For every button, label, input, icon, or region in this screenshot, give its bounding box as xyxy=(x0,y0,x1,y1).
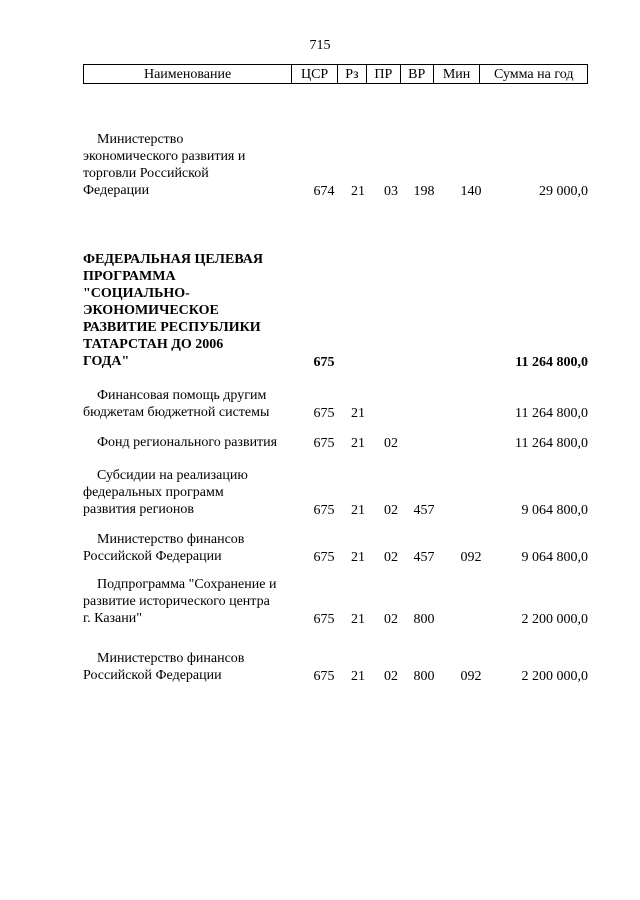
row-csr: 675 xyxy=(313,669,335,684)
row-sum: 11 264 800,0 xyxy=(515,355,588,370)
row-rz: 21 xyxy=(351,612,365,627)
row-sum: 9 064 800,0 xyxy=(521,503,588,518)
row-name: Министерство финансов Российской Федерации xyxy=(83,532,245,564)
row-rz: 21 xyxy=(351,503,365,518)
header-pr: ПР xyxy=(367,65,401,83)
row-vr: 800 xyxy=(413,612,435,627)
row-sum: 11 264 800,0 xyxy=(515,406,588,421)
row-csr: 675 xyxy=(313,355,335,370)
row-vr: 198 xyxy=(413,184,435,199)
table-row xyxy=(83,434,588,452)
table-header xyxy=(83,64,588,84)
row-name: Министерство финансов Российской Федерации xyxy=(83,651,245,683)
table-row xyxy=(83,650,588,685)
row-rz: 21 xyxy=(351,550,365,565)
row-pr: 02 xyxy=(384,612,398,627)
page-number: 715 xyxy=(309,38,331,53)
row-sum: 2 200 000,0 xyxy=(521,669,588,684)
row-sum: 11 264 800,0 xyxy=(515,436,588,451)
table-row xyxy=(83,467,588,519)
row-name: Финансовая помощь другим бюджетам бюджетной системы xyxy=(83,388,270,420)
row-csr: 675 xyxy=(313,406,335,421)
header-sum: Сумма на год xyxy=(493,67,574,82)
row-sum: 2 200 000,0 xyxy=(521,612,588,627)
header-vr: ВР xyxy=(401,65,434,83)
row-rz: 21 xyxy=(351,406,365,421)
row-rz: 21 xyxy=(351,669,365,684)
header-csr: ЦСР xyxy=(292,65,338,83)
row-sum: 29 000,0 xyxy=(539,184,588,199)
row-rz: 21 xyxy=(351,184,365,199)
row-min: 140 xyxy=(460,184,482,199)
row-csr: 675 xyxy=(313,612,335,627)
row-pr: 02 xyxy=(384,436,398,451)
header-min: Мин xyxy=(434,65,481,83)
header-rz: Рз xyxy=(338,65,367,83)
row-name: ФЕДЕРАЛЬНАЯ ЦЕЛЕВАЯ ПРОГРАММА "СОЦИАЛЬНО- ЭКОНОМИЧЕСКОЕ РАЗВИТИЕ РЕСПУБЛИКИ ТАТАРСТАН ДО 2006 ГОДА" xyxy=(83,252,263,369)
table-row xyxy=(83,531,588,566)
row-name: Министерство экономического развития и торговли Российской Федерации xyxy=(83,132,246,198)
table-row xyxy=(83,251,588,371)
row-vr: 800 xyxy=(413,669,435,684)
row-csr: 674 xyxy=(313,184,335,199)
row-sum: 9 064 800,0 xyxy=(521,550,588,565)
row-pr: 03 xyxy=(384,184,398,199)
row-vr: 457 xyxy=(413,550,435,565)
row-min: 092 xyxy=(460,669,482,684)
row-pr: 02 xyxy=(384,669,398,684)
row-pr: 02 xyxy=(384,503,398,518)
row-csr: 675 xyxy=(313,503,335,518)
row-csr: 675 xyxy=(313,550,335,565)
table-row xyxy=(83,576,588,628)
table-row xyxy=(83,387,588,422)
row-csr: 675 xyxy=(313,436,335,451)
row-vr: 457 xyxy=(413,503,435,518)
header-name: Наименование xyxy=(84,65,292,83)
row-pr: 02 xyxy=(384,550,398,565)
row-rz: 21 xyxy=(351,436,365,451)
table-row xyxy=(83,131,588,200)
row-min: 092 xyxy=(460,550,482,565)
row-name: Подпрограмма "Сохранение и развитие исторического центра г. Казани" xyxy=(83,577,277,626)
row-name: Субсидии на реализацию федеральных программ развития регионов xyxy=(83,468,248,517)
row-name: Фонд регионального развития xyxy=(97,435,278,450)
